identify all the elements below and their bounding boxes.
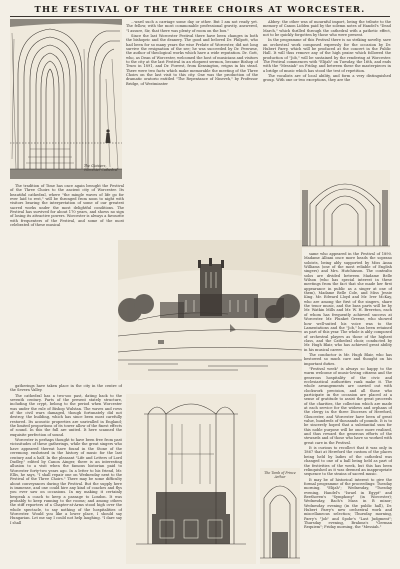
paragraph: In the programme of this Festival there is no striking novelty, save an orchestral work composed expressly for the occasion by Dr. Hubert Parry, which will be produced at the concert in the Public Hall. It will thus remove any of the high praise which followed the production of "Job," will be sustained by the rendering at Worcester. The Festival commences with "Elijah" on Tuesday, the 16th, and ends with the "Messiah" on Friday, and between these the masterpieces in a bridge of music which has stood the test of repetition. [263,38,391,73]
paragraph: "Festival week" is always so happy to the warm welcome of music-loving citizens and the generous hospitality of the civic and ecclesiastical authorities rank make it. The whole arrangements are carried out with clockwork precision, and all those who participate in the occasion are placed at a sense of gratitude to assist the great proceeds of the charities, the collection which are made at each service for the widows and orphans of the clergy in the three Dioceses of Hereford, Gloucester, and Worcester have been of great value, hundreds of thousands of pounds. It is to be sincerely hoped that a substantial sum for this noble purpose will be once more realised, and thus reward the generous efforts of the stewards and of those who have so worked with great care in the Festival. [304,366,392,445]
cloisters-caption: The Cloisters, Worcester Cathedral [84,164,118,172]
column-right-lower [304,252,392,564]
paragraph: Abbey: the other was of mournful import, being the tribute to the memory of Canon Lidden paid by the solemn notes of Handel's "Dead March," which thrilled through the cathedral with a pathetic effect, not to be quickly forgotten by those who were present. [263,20,391,38]
column-left-upper [10,184,124,246]
arch-illustration [300,170,390,248]
paragraph: The cathedral has a two-soo past, dating back to the seventh century. Parts of the present stately structure, including the crypt, belong to the period when Worcester was under the rule of Bishop Wulstan. The waves and rows of the civil wars damaged, though fortunately did not destroy, the building, which has since been most carefully restored. Its acoustic properties are unrivalled in England; the limited proportions of its tower allow of the finest effects of sound. In this the full are united. It here scanned the exquisite perfection of sound. [10,393,122,437]
paragraph: It is curious to recollect that it was only in 1867 that at Hereford the custom of the places being held by ladies of the cathedral was changed to one of a ball being held as part of the festivities of the week, but this has been relinquished as it was deemed an inappropriate sequence to the strains of sacred music. [304,446,392,477]
column-top-right [263,20,391,170]
paragraph: Since the last Worcester Festival there have been changes in both the bishopric and the deanery. The good and beloved Dr. Philpott, who had been for so many years the wise Prelate of Worcester, did not long survive the resignation of the see; he was succeeded by Dr. Perowne, the author of theological works which have a wide reputation. Dr. Gott, who, as Dean of Worcester, welcomed the host of musicians and visitors to the city at the last Festival in an eloquent sermon, became Bishop of Truro in 1891, and Dr. Forrest, from Kensington, reigns in his stead. There were two facts which make memorable the meeting of the Three Choirs on the last visit to this city. One was the production of the dramatic oratorio entitled "The Repentance of Nineveh," by Professor Bridge, of Westminster [126,34,258,86]
column-top-middle [126,20,258,180]
paragraph: ...ward such a carriage some day or other. But I am not ready yet. The fellow, with the most commonable professional gravity, answered, "I assure, Sir, that there was plenty of room on the box." [126,20,258,33]
paragraph: It may be of historical interest to give the formal programme of the proceedings: Tuesday morning, "Elijah"; Wednesday, "Tuesday evening, Handel's "Israel in Egypt" and Beethoven's "Symphony" (in Worcester); Wednesday, Bach's Mass in B minor; Wednesday evening (in the public hall), Dr. Hubert Parry's new orchestral work and miscellaneous selection; Thursday morning, Parry's "Job" and Spohr's "Last Judgment"; Thursday evening, Brahms's "German Requiem"; Friday morning, the "Messiah." [304,477,392,530]
tomb-detail-illustration [260,468,300,564]
cloisters-illustration [10,19,122,179]
paragraph: The tradition of Time has once again brought the Festival of the Three Choirs to the ancient city of Worcester. Its beautiful cathedral, where "the mingle waves of life go for ever laid to rest," will be thronged from noon to night with visitors bearing the interpretation of some of our greatest sacred works under the most delightful conditions. The Festival has survived for about 170 years, and shows no sign of losing its attractive powers. Worcester is always a favourite with frequenters of the Festival, and some of the most celebrated of these musical [10,184,124,228]
tomb-caption: The Tomb of Prince Arthur [264,471,296,479]
column-left-lower [10,384,122,564]
title-rule [10,16,390,17]
tomb-illustration [126,394,256,564]
paragraph: same who appeared in the Festival of 1890. Madame Albani once more heads the soprano soloists, being ably supported by Miss Anna Williams (one of the most reliable of English singers) and Mrs. Hutchinson. The contralto solos are divided between Madame Belle Wilson (who has special interest in these meetings from the fact that she made her first appearance in public as a singer at one of them), Madame Belle Cole, and Miss Jessie King. Mr. Edward Lloyd and Mr. Iver McKay, who are among the first of the singers, share the tenor music, and the bass parts will be by Mr. Watkin Mills and Mr. W. H. Brereton, each of whom has frequently achieved success at Worcester. Mr. Plunket Greene, who showed how well-suited his voice was to the Lamentations and the "Job," has been retained as part of this year. The whole is ably composed of orchestral players as those of the highest class, and the Cathedral choir, conducted by Mr. Hugh Blair, who has achieved great ability in his musical career. [304,252,392,352]
page-title: THE FESTIVAL OF THE THREE CHOIRS AT WORCESTER. [34,5,366,15]
paragraph: gatherings have taken place in the city in the centre of the Severn Valley. [10,384,122,393]
paragraph: The conductor is Mr. Hugh Blair, who has bestowed so much care and thought on his important duties. [304,352,392,366]
cathedral-illustration [118,240,302,380]
paragraph: Worcester is perhaps thought to have been free from past vicissitudes of these gatherings, while the great singers who have appeared thereat have found in the Stone of the ceremony, enshrined in the history of music for the last century and a half. In the pleasant "Life and Letters of Lord Dudley," edited by Canon Ainger, there is an interesting allusion to a visit when the famous historian paid to Worcester forty-two years ago. In a letter to his friend, Mr. Ellis, he says, "I shall repair one on Wednesday next to the Festival of the Three Choirs." There may be some difficulty about conveyances during the Festival. But the supply here is immense, and one could hire any kind of coaches and flys you ever saw on occasions. In my making it certainly bespeak a coach to keep a passage to London. It was probably to keep running to the rooms; and among others the stiff reporters of a Chapter-at-Arms stood high over the whole spectacle, to say nothing of the hospitalities of Worcester. Would you like a lower place, I should say Hungarian. Let me say I could not help laughing. "I dare say I shall [10,438,122,525]
paragraph: The vocalists are of local ability, and form a very distinguished group. With one or two exceptions, they are the [263,74,391,83]
